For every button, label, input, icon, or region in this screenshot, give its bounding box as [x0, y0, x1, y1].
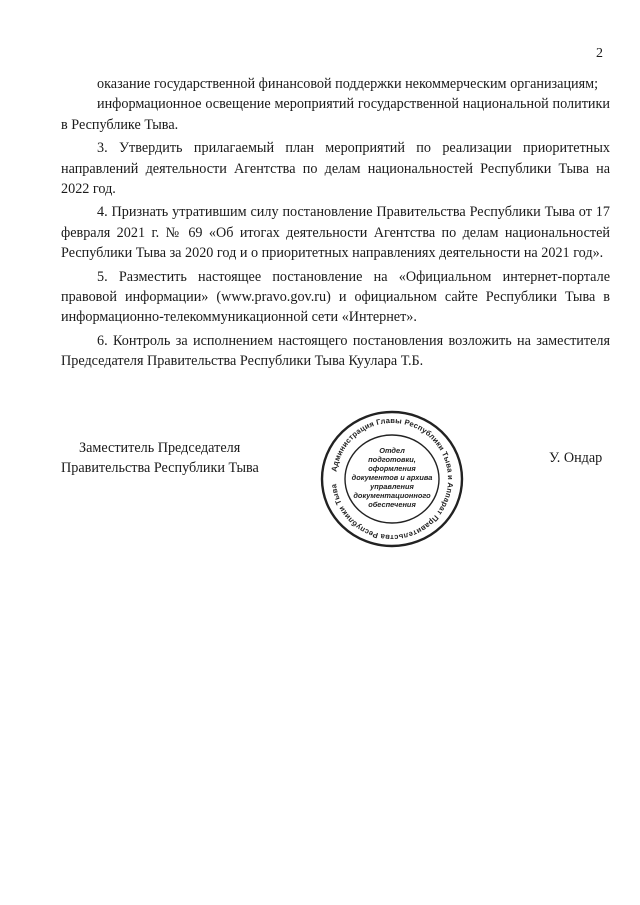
seal-center-line-2: подготовки,	[368, 455, 416, 464]
document-body	[61, 74, 610, 372]
seal-center-line-1: Отдел	[379, 446, 405, 455]
paragraph-point-6: 6. Контроль за исполнением настоящего постановления возложить на заместителя Председателя Правительства Республики Тыва Куулара Т.Б.	[61, 332, 610, 370]
page-number: 2	[596, 46, 603, 61]
paragraph-item-funding: оказание государственной финансовой поддержки некоммерческим организациям;	[97, 76, 599, 92]
official-seal-stamp	[318, 408, 466, 550]
seal-center-line-7: обеспечения	[368, 500, 416, 509]
signatory-name: У. Ондар	[549, 450, 603, 466]
seal-center-line-5: управления	[370, 482, 414, 491]
signatory-title	[61, 438, 259, 478]
seal-center-line-6: документационного	[353, 491, 431, 500]
seal-ring-textpath: Администрация Главы Республики Тыва и Аппарат Правительства Республики Тыва	[329, 415, 456, 543]
seal-center-line-3: оформления	[368, 464, 416, 473]
paragraph-point-3: 3. Утвердить прилагаемый план мероприятий по реализации приоритетных направлений деятельности Агентства по делам национальностей Республики Тыва на 2022 год.	[61, 140, 610, 198]
signatory-title-line1: Заместитель Председателя	[79, 440, 241, 456]
paragraph-item-info: информационное освещение мероприятий государственной национальной политики в Республике Тыва.	[61, 96, 610, 133]
paragraph-point-5: 5. Разместить настоящее постановление на «Официальном интернет-портале правовой информации» (www.pravo.gov.ru) и официальном сайте Республики Тыва в информационно-телекоммуникационной сети «Интернет».	[61, 268, 610, 326]
paragraph-point-4: 4. Признать утратившим силу постановление Правительства Республики Тыва от 17 февраля 2021 г. № 69 «Об итогах деятельности Агентства по делам национальностей Республики Тыва за 2020 год и о приоритетных направлениях деятельности на 2021 год».	[61, 204, 610, 262]
seal-center-line-4: документов и архива	[351, 473, 433, 482]
signatory-title-line2: Правительства Республики Тыва	[61, 460, 259, 476]
